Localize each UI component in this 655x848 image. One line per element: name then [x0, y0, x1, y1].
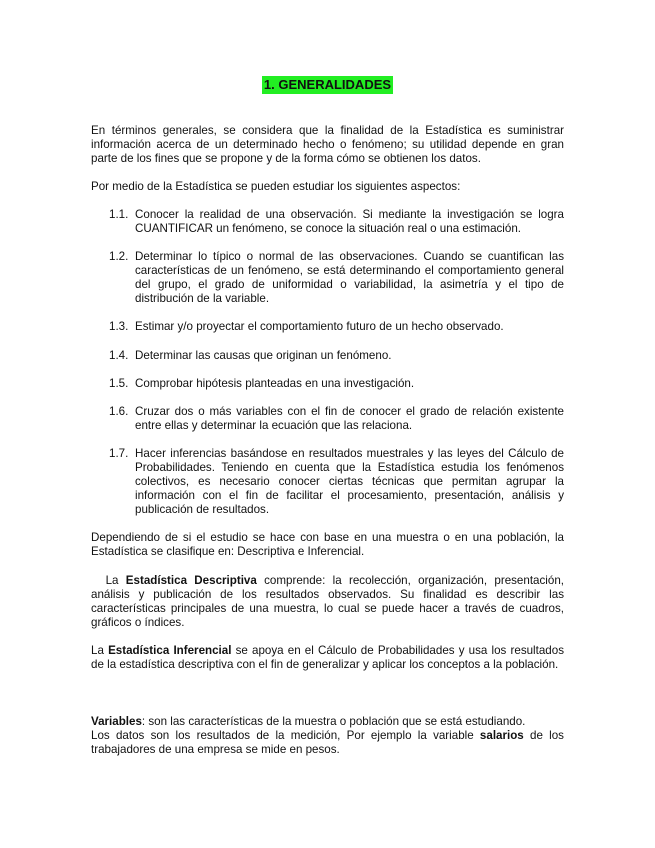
- list-item-number: 1.2.: [109, 250, 129, 263]
- list-item-number: 1.6.: [109, 405, 129, 418]
- list-item-text: Conocer la realidad de una observación. Si mediante la investigación se logra CUANTIFICAR un fenómeno, se conoce la situación real o una estimación.: [135, 208, 564, 235]
- aspects-lead: Por medio de la Estadística se pueden estudiar los siguientes aspectos:: [91, 180, 461, 193]
- title-wrap: [0, 76, 655, 94]
- descriptiva-text: comprende: la recolección, organización, presentación, análisis y publicación de los resultados observados. Su finalidad es describir las características principales de una muestra, lo cual se puede hacer a través de cuadros, gráficos o índices.: [91, 574, 564, 629]
- list-item-text: Determinar las causas que originan un fenómeno.: [135, 349, 392, 362]
- variables-text: : son las características de la muestra o población que se está estudiando.: [141, 715, 526, 728]
- descriptiva-term: Estadística Descriptiva: [125, 574, 257, 587]
- list-item-number: 1.3.: [109, 320, 129, 333]
- inferencial-term: Estadística Inferencial: [108, 644, 232, 657]
- list-item-text: Estimar y/o proyectar el comportamiento futuro de un hecho observado.: [135, 320, 504, 333]
- inferencial-text: se apoya en el Cálculo de Probabilidades y usa los resultados de la estadística descriptiva con el fin de generalizar y aplicar los conceptos a la población.: [91, 644, 564, 671]
- variables-line2-pre: Los datos son los resultados de la medición, Por ejemplo la variable: [91, 729, 480, 742]
- list-item-number: 1.5.: [109, 377, 129, 390]
- descriptiva-paragraph: [91, 574, 564, 630]
- list-item-text: Hacer inferencias basándose en resultados muestrales y las leyes del Cálculo de Probabilidades. Teniendo en cuenta que la Estadística estudia los fenómenos colectivos, es necesario conocer ciertas técnicas que permitan agrupar la información con el fin de facilitar el procesamiento, presentación, análisis y publicación de resultados.: [135, 447, 564, 516]
- list-item-number: 1.4.: [109, 349, 129, 362]
- variables-term: Variables: [91, 715, 142, 728]
- salarios-term: salarios: [479, 729, 524, 742]
- section-title: 1. GENERALIDADES: [263, 77, 392, 92]
- list-item-text: Determinar lo típico o normal de las observaciones. Cuando se cuantifican las características de un fenómeno, se está determinando el comportamiento general del grupo, el grado de uniformidad o variabilidad, la asimetría y el tipo de distribución de la variable.: [135, 250, 564, 305]
- classification-paragraph: Dependiendo de si el estudio se hace con base en una muestra o en una población, la Estadística se clasifique en: Descriptiva e Inferencial.: [91, 531, 564, 558]
- list-item-text: Cruzar dos o más variables con el fin de conocer el grado de relación existente entre ellas y determinar la ecuación que las relaciona.: [135, 405, 564, 432]
- inferencial-lead: La: [91, 644, 109, 657]
- inferencial-paragraph: [91, 644, 564, 672]
- variables-line2-post: de los trabajadores de una empresa se mide en pesos.: [91, 729, 564, 756]
- descriptiva-lead: La: [105, 574, 126, 587]
- list-item-number: 1.7.: [109, 447, 129, 460]
- intro-paragraph: En términos generales, se considera que la finalidad de la Estadística es suministrar información acerca de un determinado hecho o fenómeno; su utilidad depende en gran parte de los fines que se propone y de la forma cómo se obtienen los datos.: [91, 124, 564, 165]
- list-item-text: Comprobar hipótesis planteadas en una investigación.: [135, 377, 415, 390]
- variables-paragraph: [91, 715, 564, 757]
- list-item-number: 1.1.: [109, 208, 129, 221]
